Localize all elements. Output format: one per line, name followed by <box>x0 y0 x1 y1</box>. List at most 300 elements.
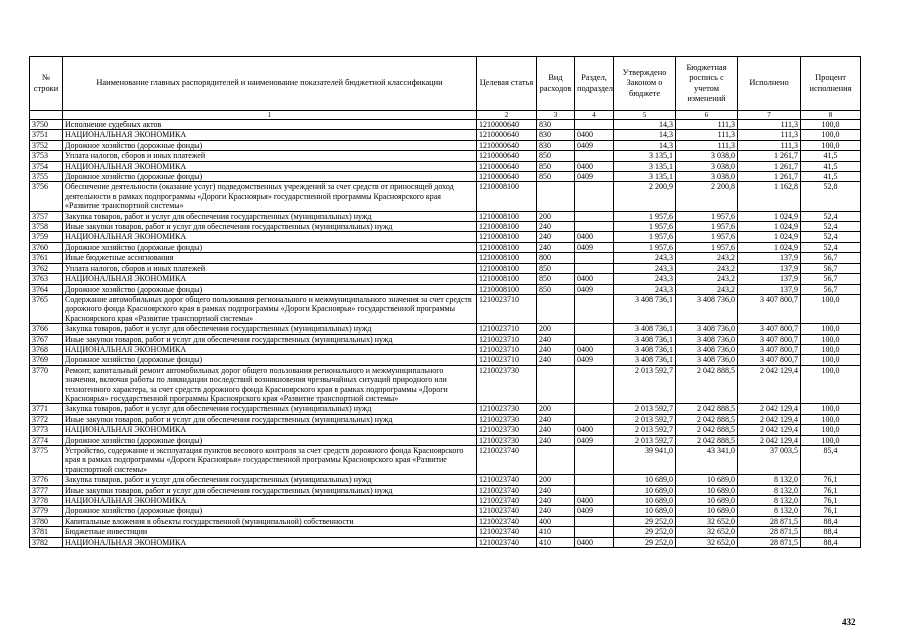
row-name: Закупка товаров, работ и услуг для обеспечения государственных (муниципальных) нужд <box>63 324 477 334</box>
row-plan: 1 957,6 <box>676 232 738 242</box>
row-approved: 29 252,0 <box>614 516 676 526</box>
row-name: НАЦИОНАЛЬНАЯ ЭКОНОМИКА <box>63 232 477 242</box>
row-percent: 41,5 <box>801 172 861 182</box>
row-expense-type: 240 <box>537 334 575 344</box>
row-plan: 2 042 888,5 <box>676 414 738 424</box>
row-expense-type: 410 <box>537 537 575 547</box>
row-target-code: 1210023730 <box>477 414 537 424</box>
row-name: НАЦИОНАЛЬНАЯ ЭКОНОМИКА <box>63 537 477 547</box>
row-expense-type: 850 <box>537 172 575 182</box>
row-target-code: 1210008100 <box>477 263 537 273</box>
row-percent: 56,7 <box>801 284 861 294</box>
row-target-code: 1210023730 <box>477 365 537 404</box>
row-number: 3771 <box>30 404 63 414</box>
table-row <box>30 324 861 334</box>
row-percent: 76,1 <box>801 485 861 495</box>
header-name: Наименование главных распорядителей и наименование показателей бюджетной классификации <box>63 57 477 111</box>
row-number: 3752 <box>30 140 63 150</box>
row-number: 3769 <box>30 355 63 365</box>
row-target-code: 1210008100 <box>477 222 537 232</box>
row-number: 3766 <box>30 324 63 334</box>
budget-sheet <box>29 56 860 548</box>
row-approved: 3 135,1 <box>614 151 676 161</box>
row-executed: 3 407 800,7 <box>738 344 801 354</box>
header-sect: Раздел, подраздел <box>575 57 614 111</box>
row-executed: 28 871,5 <box>738 527 801 537</box>
row-section: 0400 <box>575 537 614 547</box>
row-target-code: 1210023710 <box>477 355 537 365</box>
table-row <box>30 232 861 242</box>
row-number: 3753 <box>30 151 63 161</box>
row-plan: 1 957,6 <box>676 242 738 252</box>
row-approved: 14,3 <box>614 140 676 150</box>
row-percent: 76,1 <box>801 496 861 506</box>
row-approved: 2 013 592,7 <box>614 365 676 404</box>
row-plan: 3 408 736,0 <box>676 324 738 334</box>
row-name: Дорожное хозяйство (дорожные фонды) <box>63 435 477 445</box>
row-percent: 56,7 <box>801 253 861 263</box>
row-target-code: 1210008100 <box>477 253 537 263</box>
row-executed: 2 042 129,4 <box>738 425 801 435</box>
row-name: НАЦИОНАЛЬНАЯ ЭКОНОМИКА <box>63 344 477 354</box>
row-executed: 3 407 800,7 <box>738 294 801 323</box>
row-approved: 2 013 592,7 <box>614 414 676 424</box>
column-number: 1 <box>63 111 477 120</box>
row-plan: 243,2 <box>676 253 738 263</box>
column-number: 2 <box>477 111 537 120</box>
row-plan: 1 957,6 <box>676 222 738 232</box>
row-approved: 14,3 <box>614 130 676 140</box>
row-executed: 2 042 129,4 <box>738 404 801 414</box>
row-target-code: 1210000640 <box>477 151 537 161</box>
row-expense-type: 240 <box>537 425 575 435</box>
row-percent: 100,0 <box>801 294 861 323</box>
row-plan: 3 408 736,0 <box>676 344 738 354</box>
row-target-code: 1210000640 <box>477 161 537 171</box>
row-approved: 3 408 736,1 <box>614 334 676 344</box>
column-number: 8 <box>801 111 861 120</box>
row-name: Обеспечение деятельности (оказание услуг) подведомственных учреждений за счет средств от приносящей доход деятельности в рамках подпрограммы «Дороги Красноярья» государственной программы Красноярского края «Развитие транспортной системы» <box>63 182 477 211</box>
row-expense-type: 240 <box>537 414 575 424</box>
row-section: 0409 <box>575 140 614 150</box>
table-row <box>30 222 861 232</box>
row-section <box>575 263 614 273</box>
row-plan: 2 042 888,5 <box>676 425 738 435</box>
column-number: 3 <box>537 111 575 120</box>
table-row <box>30 334 861 344</box>
row-name: Содержание автомобильных дорог общего пользования регионального и межмуниципального значения за счет средств дорожного фонда Красноярского края в рамках подпрограммы «Дороги Красноярья» государственной программы Красноярского края «Развитие транспортной системы» <box>63 294 477 323</box>
row-percent: 100,0 <box>801 140 861 150</box>
table-row <box>30 506 861 516</box>
row-executed: 1 162,8 <box>738 182 801 211</box>
row-approved: 10 689,0 <box>614 475 676 485</box>
table-row <box>30 537 861 547</box>
row-percent: 100,0 <box>801 365 861 404</box>
row-number: 3763 <box>30 274 63 284</box>
row-expense-type: 850 <box>537 161 575 171</box>
row-plan: 243,2 <box>676 263 738 273</box>
row-approved: 3 408 736,1 <box>614 294 676 323</box>
row-section <box>575 485 614 495</box>
row-expense-type: 400 <box>537 516 575 526</box>
row-executed: 3 407 800,7 <box>738 355 801 365</box>
row-plan: 10 689,0 <box>676 475 738 485</box>
row-executed: 1 024,9 <box>738 222 801 232</box>
row-executed: 8 132,0 <box>738 485 801 495</box>
row-name: НАЦИОНАЛЬНАЯ ЭКОНОМИКА <box>63 425 477 435</box>
row-target-code: 1210023710 <box>477 294 537 323</box>
row-number: 3777 <box>30 485 63 495</box>
table-row <box>30 120 861 130</box>
header-num: № строки <box>30 57 63 111</box>
row-section <box>575 151 614 161</box>
row-plan: 111,3 <box>676 120 738 130</box>
row-percent: 56,7 <box>801 274 861 284</box>
row-executed: 2 042 129,4 <box>738 365 801 404</box>
row-target-code: 1210023740 <box>477 475 537 485</box>
column-number: 7 <box>738 111 801 120</box>
column-number-blank <box>30 111 63 120</box>
row-percent: 88,4 <box>801 527 861 537</box>
row-number: 3779 <box>30 506 63 516</box>
row-section: 0409 <box>575 435 614 445</box>
row-number: 3750 <box>30 120 63 130</box>
row-approved: 3 135,1 <box>614 161 676 171</box>
row-section: 0400 <box>575 130 614 140</box>
row-approved: 2 013 592,7 <box>614 404 676 414</box>
table-row <box>30 294 861 323</box>
row-number: 3780 <box>30 516 63 526</box>
row-percent: 52,8 <box>801 182 861 211</box>
row-expense-type <box>537 446 575 475</box>
row-percent: 41,5 <box>801 161 861 171</box>
row-executed: 8 132,0 <box>738 475 801 485</box>
table-row <box>30 496 861 506</box>
row-target-code: 1210023730 <box>477 435 537 445</box>
column-number: 4 <box>575 111 614 120</box>
row-percent: 76,1 <box>801 506 861 516</box>
row-section <box>575 516 614 526</box>
row-section: 0409 <box>575 284 614 294</box>
row-plan: 3 408 736,0 <box>676 334 738 344</box>
row-number: 3751 <box>30 130 63 140</box>
row-name: НАЦИОНАЛЬНАЯ ЭКОНОМИКА <box>63 496 477 506</box>
row-target-code: 1210008100 <box>477 284 537 294</box>
row-number: 3758 <box>30 222 63 232</box>
header-row <box>30 57 861 111</box>
row-target-code: 1210008100 <box>477 232 537 242</box>
row-number: 3767 <box>30 334 63 344</box>
row-expense-type: 200 <box>537 211 575 221</box>
row-section <box>575 294 614 323</box>
row-section: 0400 <box>575 344 614 354</box>
row-number: 3773 <box>30 425 63 435</box>
row-expense-type: 800 <box>537 253 575 263</box>
row-plan: 10 689,0 <box>676 506 738 516</box>
row-number: 3755 <box>30 172 63 182</box>
table-row <box>30 425 861 435</box>
row-section <box>575 527 614 537</box>
row-plan: 2 042 888,5 <box>676 404 738 414</box>
row-section <box>575 253 614 263</box>
row-percent: 85,4 <box>801 446 861 475</box>
row-expense-type: 830 <box>537 130 575 140</box>
row-section: 0409 <box>575 172 614 182</box>
table-row <box>30 435 861 445</box>
row-name: Дорожное хозяйство (дорожные фонды) <box>63 172 477 182</box>
row-section <box>575 365 614 404</box>
row-plan: 32 652,0 <box>676 516 738 526</box>
row-section <box>575 324 614 334</box>
table-row <box>30 355 861 365</box>
row-expense-type: 240 <box>537 496 575 506</box>
header-percent: Процент исполнения <box>801 57 861 111</box>
row-section: 0409 <box>575 355 614 365</box>
row-section: 0400 <box>575 161 614 171</box>
row-section <box>575 182 614 211</box>
row-name: Ремонт, капитальный ремонт автомобильных дорог общего пользования регионального и межмуниципального значения, включая работы по ликвидации последствий возникновения чрезвычайных ситуаций природного или техногенного характера, за счет средств дорожного фонда Красноярского края в рамках подпрограммы «Дороги Красноярья» государственной программы Красноярского края «Развитие транспортной системы» <box>63 365 477 404</box>
row-expense-type: 830 <box>537 140 575 150</box>
row-approved: 1 957,6 <box>614 222 676 232</box>
table-row <box>30 151 861 161</box>
row-number: 3778 <box>30 496 63 506</box>
row-executed: 137,9 <box>738 284 801 294</box>
row-approved: 243,3 <box>614 263 676 273</box>
row-executed: 1 261,7 <box>738 151 801 161</box>
row-plan: 3 038,0 <box>676 151 738 161</box>
row-approved: 14,3 <box>614 120 676 130</box>
row-section: 0400 <box>575 274 614 284</box>
row-percent: 100,0 <box>801 355 861 365</box>
row-target-code: 1210023740 <box>477 485 537 495</box>
table-row <box>30 161 861 171</box>
table-row <box>30 485 861 495</box>
row-number: 3764 <box>30 284 63 294</box>
row-target-code: 1210023740 <box>477 516 537 526</box>
row-percent: 88,4 <box>801 516 861 526</box>
row-expense-type: 240 <box>537 506 575 516</box>
row-section: 0409 <box>575 506 614 516</box>
row-expense-type: 240 <box>537 232 575 242</box>
row-expense-type: 850 <box>537 284 575 294</box>
row-number: 3774 <box>30 435 63 445</box>
row-approved: 2 013 592,7 <box>614 435 676 445</box>
table-row <box>30 253 861 263</box>
row-number: 3754 <box>30 161 63 171</box>
row-executed: 137,9 <box>738 263 801 273</box>
row-name: Иные бюджетные ассигнования <box>63 253 477 263</box>
row-section <box>575 475 614 485</box>
row-percent: 100,0 <box>801 435 861 445</box>
table-row <box>30 284 861 294</box>
row-number: 3756 <box>30 182 63 211</box>
row-section <box>575 446 614 475</box>
row-target-code: 1210000640 <box>477 172 537 182</box>
row-name: НАЦИОНАЛЬНАЯ ЭКОНОМИКА <box>63 274 477 284</box>
row-target-code: 1210023740 <box>477 446 537 475</box>
row-executed: 2 042 129,4 <box>738 414 801 424</box>
row-approved: 10 689,0 <box>614 496 676 506</box>
row-approved: 3 408 736,1 <box>614 344 676 354</box>
row-executed: 111,3 <box>738 140 801 150</box>
row-expense-type: 240 <box>537 435 575 445</box>
row-plan: 3 038,0 <box>676 161 738 171</box>
row-approved: 3 408 736,1 <box>614 355 676 365</box>
row-number: 3775 <box>30 446 63 475</box>
row-number: 3757 <box>30 211 63 221</box>
row-number: 3770 <box>30 365 63 404</box>
row-percent: 100,0 <box>801 120 861 130</box>
table-row <box>30 263 861 273</box>
row-executed: 8 132,0 <box>738 496 801 506</box>
row-section <box>575 222 614 232</box>
row-percent: 100,0 <box>801 425 861 435</box>
row-executed: 3 407 800,7 <box>738 334 801 344</box>
row-executed: 2 042 129,4 <box>738 435 801 445</box>
row-plan: 2 200,8 <box>676 182 738 211</box>
row-executed: 111,3 <box>738 120 801 130</box>
row-name: Бюджетные инвестиции <box>63 527 477 537</box>
row-expense-type <box>537 294 575 323</box>
row-plan: 3 408 736,0 <box>676 294 738 323</box>
table-row <box>30 365 861 404</box>
row-approved: 3 135,1 <box>614 172 676 182</box>
row-approved: 2 013 592,7 <box>614 425 676 435</box>
table-row <box>30 211 861 221</box>
row-number: 3760 <box>30 242 63 252</box>
header-code: Целевая статья <box>477 57 537 111</box>
row-approved: 243,3 <box>614 274 676 284</box>
row-section: 0400 <box>575 232 614 242</box>
header-executed: Исполнено <box>738 57 801 111</box>
table-row <box>30 274 861 284</box>
row-target-code: 1210008100 <box>477 274 537 284</box>
row-approved: 1 957,6 <box>614 232 676 242</box>
table-row <box>30 182 861 211</box>
row-number: 3768 <box>30 344 63 354</box>
header-type: Вид расходов <box>537 57 575 111</box>
row-executed: 28 871,5 <box>738 516 801 526</box>
row-approved: 243,3 <box>614 253 676 263</box>
row-executed: 8 132,0 <box>738 506 801 516</box>
row-approved: 2 200,9 <box>614 182 676 211</box>
table-row <box>30 140 861 150</box>
row-percent: 100,0 <box>801 130 861 140</box>
row-executed: 28 871,5 <box>738 537 801 547</box>
row-target-code: 1210023730 <box>477 425 537 435</box>
row-executed: 1 024,9 <box>738 242 801 252</box>
table-row <box>30 404 861 414</box>
row-name: Уплата налогов, сборов и иных платежей <box>63 151 477 161</box>
row-name: Дорожное хозяйство (дорожные фонды) <box>63 284 477 294</box>
row-name: Иные закупки товаров, работ и услуг для обеспечения государственных (муниципальных) нужд <box>63 222 477 232</box>
table-row <box>30 242 861 252</box>
row-number: 3761 <box>30 253 63 263</box>
row-plan: 10 689,0 <box>676 496 738 506</box>
header-approved: Утверждено Законом о бюджете <box>614 57 676 111</box>
row-expense-type: 200 <box>537 404 575 414</box>
row-name: Закупка товаров, работ и услуг для обеспечения государственных (муниципальных) нужд <box>63 475 477 485</box>
row-executed: 1 024,9 <box>738 211 801 221</box>
row-executed: 1 261,7 <box>738 172 801 182</box>
row-percent: 52,4 <box>801 242 861 252</box>
column-number: 5 <box>614 111 676 120</box>
row-expense-type: 830 <box>537 120 575 130</box>
row-name: Капитальные вложения в объекты государственной (муниципальной) собственности <box>63 516 477 526</box>
row-expense-type: 850 <box>537 151 575 161</box>
row-target-code: 1210000640 <box>477 120 537 130</box>
row-name: НАЦИОНАЛЬНАЯ ЭКОНОМИКА <box>63 130 477 140</box>
row-executed: 37 003,5 <box>738 446 801 475</box>
row-name: Иные закупки товаров, работ и услуг для обеспечения государственных (муниципальных) нужд <box>63 485 477 495</box>
row-executed: 3 407 800,7 <box>738 324 801 334</box>
row-section: 0400 <box>575 496 614 506</box>
row-expense-type: 850 <box>537 274 575 284</box>
row-number: 3782 <box>30 537 63 547</box>
row-approved: 243,3 <box>614 284 676 294</box>
row-plan: 32 652,0 <box>676 527 738 537</box>
row-approved: 10 689,0 <box>614 506 676 516</box>
column-number: 6 <box>676 111 738 120</box>
row-percent: 76,1 <box>801 475 861 485</box>
row-target-code: 1210023710 <box>477 324 537 334</box>
row-name: Закупка товаров, работ и услуг для обеспечения государственных (муниципальных) нужд <box>63 211 477 221</box>
table-row <box>30 172 861 182</box>
row-target-code: 1210000640 <box>477 130 537 140</box>
row-percent: 52,4 <box>801 222 861 232</box>
row-name: Иные закупки товаров, работ и услуг для обеспечения государственных (муниципальных) нужд <box>63 334 477 344</box>
table-row <box>30 516 861 526</box>
row-percent: 52,4 <box>801 232 861 242</box>
row-plan: 3 408 736,0 <box>676 355 738 365</box>
row-expense-type: 240 <box>537 485 575 495</box>
row-approved: 1 957,6 <box>614 242 676 252</box>
row-expense-type: 410 <box>537 527 575 537</box>
row-target-code: 1210000640 <box>477 140 537 150</box>
row-name: Иные закупки товаров, работ и услуг для обеспечения государственных (муниципальных) нужд <box>63 414 477 424</box>
row-plan: 43 341,0 <box>676 446 738 475</box>
table-row <box>30 475 861 485</box>
row-expense-type: 240 <box>537 222 575 232</box>
row-percent: 41,5 <box>801 151 861 161</box>
row-section <box>575 414 614 424</box>
row-plan: 2 042 888,5 <box>676 365 738 404</box>
column-number-row <box>30 111 861 120</box>
row-number: 3776 <box>30 475 63 485</box>
row-executed: 137,9 <box>738 274 801 284</box>
row-name: Закупка товаров, работ и услуг для обеспечения государственных (муниципальных) нужд <box>63 404 477 414</box>
row-number: 3759 <box>30 232 63 242</box>
row-section: 0409 <box>575 242 614 252</box>
row-approved: 3 408 736,1 <box>614 324 676 334</box>
table-row <box>30 344 861 354</box>
row-target-code: 1210023740 <box>477 537 537 547</box>
row-number: 3781 <box>30 527 63 537</box>
table-row <box>30 414 861 424</box>
row-section: 0400 <box>575 425 614 435</box>
row-expense-type: 240 <box>537 344 575 354</box>
row-target-code: 1210023710 <box>477 334 537 344</box>
row-approved: 39 941,0 <box>614 446 676 475</box>
table-row <box>30 130 861 140</box>
row-percent: 100,0 <box>801 324 861 334</box>
row-expense-type: 240 <box>537 355 575 365</box>
row-plan: 2 042 888,5 <box>676 435 738 445</box>
row-name: Дорожное хозяйство (дорожные фонды) <box>63 506 477 516</box>
row-expense-type <box>537 365 575 404</box>
row-approved: 29 252,0 <box>614 537 676 547</box>
row-percent: 100,0 <box>801 344 861 354</box>
